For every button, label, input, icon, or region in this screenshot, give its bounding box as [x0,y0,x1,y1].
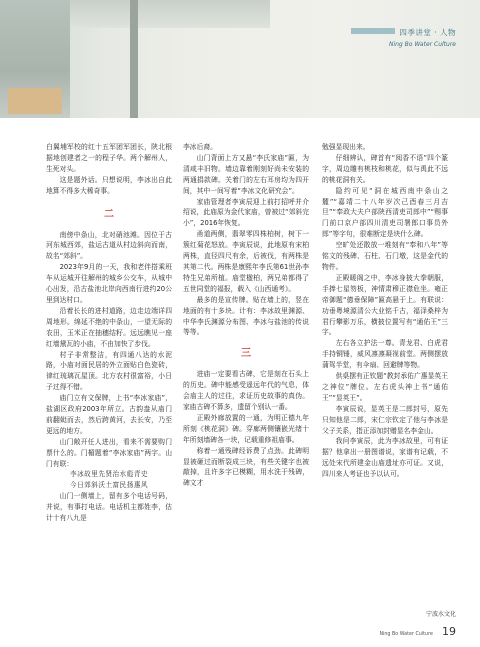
section-number: 二 [104,208,114,220]
text-column-1 [46,142,172,524]
paragraph: 正殿外廊放置的一通，为明正德九年所刻《桃花洞》碑。穿廊两侧镶嵌光绪十年所刻墙碑各一块，记载重修祖庙事。 [183,413,309,444]
paragraph: 2023年9月的一天，我和老伴搭乘班车从运城开往解州的城乡公交车，从城中心出发，沿古盐池北岸向西南行进约20公里到达村口。 [46,263,172,304]
paragraph: 供桌摆有正钦题“教封承佑广惠显英王之神位”牌位。左右虎头神上书“通佑王”“显英王”。 [322,372,448,402]
paragraph: 李寅辰说，显英王是二郎封号，原先只知他是二郎，宋仁宗钦定了他与李冰是父子关系，指正添加封赠显名李金山。 [322,404,448,435]
page-footer [379,609,456,637]
text-column-3 [322,142,448,480]
paragraph: 仔细辨认，碑首有“阅香不语”四个篆字，周边雕有桃枝和桃花，似与禹此不远的桃花洞有关。 [322,153,448,184]
paragraph: 我问李寅辰，此为李冰故里，可有证据？他拿出一册图谱说，家谱有记载，不远处宋代所建金山庙遗址亦可证。又说，四川来人考证也予以认可。 [322,437,448,479]
photo-door [8,88,62,114]
paragraph: 空旷处还散放一堆刻有“奉和八年”等铭文的残碑、石柱、石门墩，这是金代的物件。 [322,241,448,271]
paragraph: 最多的是宣传牌。贴在墙上的，竖在地面的有十多块。计有：李冰故里渊源、中华李氏渊源分布图、李冰与盐池的传说等等。 [183,295,309,337]
paragraph: 南傍中条山，北对硝池滩。因位于古河东城西郊，盐运古道从村边斜向而南，故名“郊斜”。 [46,230,172,261]
header-bar [351,28,395,34]
section-subtitle: Ning Bo Water Culture [388,41,456,48]
page-number: 19 [442,625,456,638]
paragraph: 山门敞开任人进出，看来不需要购门票什么的。门楣题着“李冰家庙”两字。山门有联： [46,437,172,468]
paragraph: 家庙管理者李寅辰迎上前打招呼并介绍说，此庙原为金代家庙，曾被过“郊斜完小”，2016年恢复。 [183,197,309,228]
paragraph: 勉强显现出来。 [322,143,370,151]
paragraph: 山门背面上方又悬“李氏家庙”匾，为清咸丰旧物。墙边靠着刚刻好尚未安装的两通捐款碑。关着门的左右耳房均为四开间，其中一间写着“李冰文化研究会”。 [183,153,309,195]
photo-roof [70,0,270,28]
paragraph: 隐约可见“洞在城西南中条山之麓”“嘉靖二十八年岁次己酉春三月吉旦”“奉政大夫户部陕西清吏司郎中”“赐事门前口京户部四川清吏司署郎口事员外郎”等字句，很难断定是块什么碑。 [322,186,448,239]
couplet-line: 今日郊斜沃土富民扬惠风 [69,481,149,490]
section-number: 三 [241,348,251,360]
paragraph: 沿着长长的进村道路，边走边端详四周地形。绵延不绝的中条山，一望无际的农田，玉米正在抽穗结籽。远远瞧见一座红墙黛瓦的小庙，不由加快了步伐。 [46,306,172,348]
couplet-line: 李冰故里先贤治水彪青史 [69,470,149,479]
paragraph: 这是题外话。只想说明，李冰出自此地算不得多大稀奇事。 [46,175,172,195]
paragraph: 正殿暖阁之中，李冰身披大拳朝服，手捧七星笏板，神情肃穆正襟危坐。雍正帝御题“德垂保障”匾高悬于上。有联说：功垂粤境源清公大业铭千古，福泽桑梓为君行攀影万乐，横披位置写有“通佑王”三字。 [322,273,448,337]
paragraph: 庙门立有文保牌，上书“李冰家庙”，盐湖区政府2003年所立。古韵盎从庙门前翻蜓而去，然后跨黄河，去长安，乃至更远的地方。 [46,394,172,435]
section-category: 四季讲堂 · 人物 [399,28,456,37]
photo-post [130,0,138,118]
header-photo [0,0,480,118]
text-column-2 [183,142,309,489]
paragraph: 称着一通残碑经诉费了点劲。此碑明显被砸过而断裂成三块，有些关键字也被敲掉，且许多字已模糊，用水洗于残碑，碑文才 [183,446,309,488]
magazine-subtitle: Ning Bo Water Culture [379,632,433,637]
magazine-name: 宁波水文化 [425,611,456,618]
section-header [351,20,456,48]
paragraph: 甬道两侧，翡翠零四株柏树，树下一簇红菊花怒放。李寅辰说，此地原有宋柏两株，直径四尺有余，后被伐，有两株是其第二代。两株是康熙年李氏第61世孙李特生兄弟所植。庙堂楹柏，两兄弟都得了五世同堂的福报，载入《山西通考》。 [183,230,309,293]
paragraph: 白翼埔军校的红十五军团军团长，陕北根据地创建者之一的程子华。两个解州人，生死对头。 [46,143,172,173]
paragraph: 山门一侧墙上，留有多个电话号码，并说，有事打电话。电话机主都姓李，估计十有八九是 [46,492,172,523]
paragraph: 进庙一定要看古碑，它是刻在石头上的历史。碑中能感受遥远年代的气息，体会庙主人的过往，求证历史故事的真伪。家庙古碑不算多，遗留个别认一番。 [183,370,309,412]
paragraph: 左右各立护法一尊。青龙君、白虎君手持铜锤，威风凛凛凝视前堂。两侧摆放蒲驾半堂，有伞扇、回避牌等物。 [322,339,448,370]
paragraph: 李冰后裔。 [183,143,217,151]
paragraph: 村子非常整洁，有四通八达的水泥路，小庙对面民居的外立面贴白色瓷砖，律红琉璃瓦屋顶。北方农村很富裕，小日子过得不错。 [46,350,172,392]
